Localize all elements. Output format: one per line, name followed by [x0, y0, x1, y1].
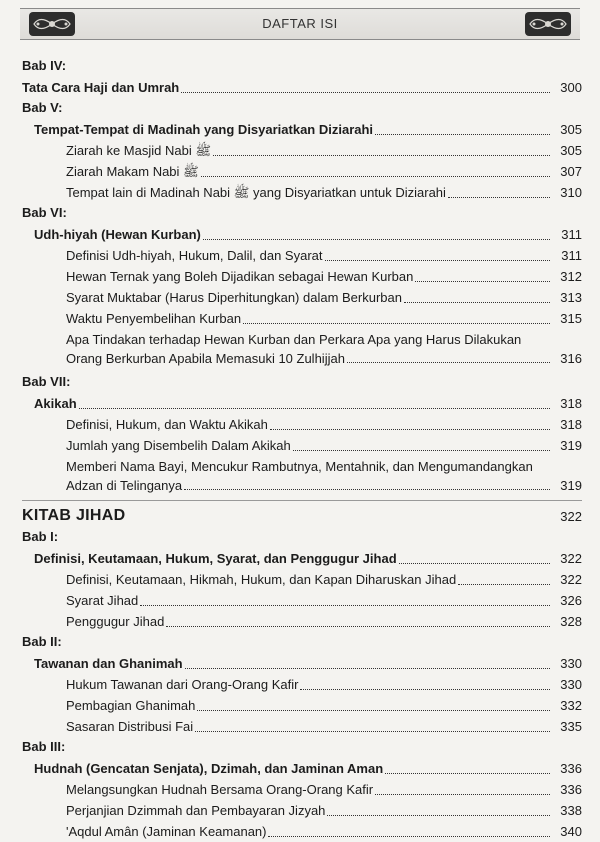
entry-title: Melangsungkan Hudnah Bersama Orang-Orang Kafir — [66, 782, 374, 797]
toc-entry-row[interactable] — [22, 674, 582, 695]
page-number: 319 — [560, 478, 582, 493]
dot-leader — [166, 625, 550, 627]
section-title: Udh-hiyah (Hewan Kurban) — [34, 227, 201, 242]
toc-section-row[interactable] — [22, 548, 582, 569]
chapter-label: Bab V: — [22, 100, 63, 115]
toc-entry-row[interactable] — [22, 569, 582, 590]
entry-title: Pembagian Ghanimah — [66, 698, 196, 713]
chapter-label: Bab IV: — [22, 58, 67, 73]
toc-section-row[interactable] — [22, 653, 582, 674]
page-number: 318 — [560, 417, 582, 432]
section-title: Tempat-Tempat di Madinah yang Disyariatkan Diziarahi — [34, 122, 374, 137]
dot-leader — [203, 238, 550, 240]
toc-entry-row[interactable] — [22, 287, 582, 308]
toc-entry-row[interactable] — [22, 308, 582, 329]
section-title: Akikah — [34, 396, 77, 411]
entry-title: Definisi Udh-hiyah, Hukum, Dalil, dan Syarat — [66, 248, 323, 263]
page-number: 311 — [561, 248, 582, 263]
toc-chapter-heading — [22, 203, 582, 224]
ornament-icon — [524, 11, 572, 37]
toc-entry-row[interactable] — [22, 161, 582, 182]
page-number: 326 — [560, 593, 582, 608]
page-number: 335 — [560, 719, 582, 734]
entry-title-line1: Memberi Nama Bayi, Mencukur Rambutnya, Mentahnik, dan Mengumandangkan — [66, 459, 533, 474]
toc-entry-row[interactable] — [22, 800, 582, 821]
page-number: 328 — [560, 614, 582, 629]
dot-leader — [197, 709, 550, 711]
section-title: Tawanan dan Ghanimah — [34, 656, 183, 671]
page-number: 300 — [560, 80, 582, 95]
entry-title: Ziarah ke Masjid Nabi ﷺ — [66, 143, 212, 158]
toc-entry-row[interactable] — [22, 590, 582, 611]
dot-leader — [325, 259, 551, 261]
entry-title: Tempat lain di Madinah Nabi ﷺ yang Disyariatkan untuk Diziarahi — [66, 185, 446, 200]
dot-leader — [399, 562, 550, 564]
page-number: 336 — [560, 761, 582, 776]
dot-leader — [201, 175, 550, 177]
dot-leader — [181, 91, 550, 93]
toc-chapter-heading — [22, 372, 582, 393]
dot-leader — [375, 793, 550, 795]
toc-entry-row[interactable] — [22, 779, 582, 800]
entry-title: Jumlah yang Disembelih Dalam Akikah — [66, 438, 291, 453]
dot-leader — [195, 730, 550, 732]
dot-leader — [327, 814, 550, 816]
page-number: 315 — [560, 311, 582, 326]
toc-entry-row[interactable] — [22, 266, 582, 287]
dot-leader — [140, 604, 550, 606]
entry-title: Definisi, Keutamaan, Hikmah, Hukum, dan Kapan Diharuskan Jihad — [66, 572, 457, 587]
chapter-label: Bab VI: — [22, 205, 67, 220]
toc-entry-row[interactable] — [22, 414, 582, 435]
toc-entry-row[interactable] — [22, 245, 582, 266]
toc-chapter-heading — [22, 98, 582, 119]
table-of-contents — [22, 56, 582, 842]
chapter-label: Bab I: — [22, 529, 59, 544]
page-number: 307 — [560, 164, 582, 179]
toc-section-row[interactable] — [22, 224, 582, 245]
entry-title: Definisi, Hukum, dan Waktu Akikah — [66, 417, 268, 432]
page-number: 305 — [560, 122, 582, 137]
toc-chapter-heading — [22, 56, 582, 77]
page-number: 322 — [560, 572, 582, 587]
dot-leader — [385, 772, 550, 774]
dot-leader — [79, 407, 550, 409]
toc-entry-row[interactable] — [22, 611, 582, 632]
page-number: 316 — [560, 351, 582, 366]
toc-section-row[interactable] — [22, 393, 582, 414]
toc-entry-row[interactable] — [22, 435, 582, 456]
toc-section-row[interactable] — [22, 758, 582, 779]
toc-entry-row[interactable] — [22, 329, 582, 372]
toc-entry-row[interactable] — [22, 821, 582, 842]
entry-title-line2: Adzan di Telinganya — [66, 478, 183, 493]
toc-chapter-heading — [22, 632, 582, 653]
section-title: Hudnah (Gencatan Senjata), Dzimah, dan Jaminan Aman — [34, 761, 384, 776]
toc-chapter-heading — [22, 527, 582, 548]
dot-leader — [404, 301, 550, 303]
page-title: DAFTAR ISI — [262, 16, 338, 31]
toc-entry-row[interactable] — [22, 716, 582, 737]
dot-leader — [293, 449, 550, 451]
chapter-label: Bab VII: — [22, 374, 71, 389]
toc-section-row[interactable] — [22, 77, 582, 98]
page-number: 312 — [560, 269, 582, 284]
dot-leader — [448, 196, 550, 198]
page-number: 338 — [560, 803, 582, 818]
page-number: 311 — [561, 227, 582, 242]
page-number: 319 — [560, 438, 582, 453]
part-title: KITAB JIHAD — [22, 507, 126, 524]
entry-title: Syarat Muktabar (Harus Diperhitungkan) dalam Berkurban — [66, 290, 402, 305]
toc-entry-row[interactable] — [22, 456, 582, 499]
chapter-label: Bab II: — [22, 634, 62, 649]
entry-title: Penggugur Jihad — [66, 614, 165, 629]
page-number: 313 — [560, 290, 582, 305]
section-title: Definisi, Keutamaan, Hukum, Syarat, dan Penggugur Jihad — [34, 551, 397, 566]
dot-leader — [213, 154, 550, 156]
page-number: 305 — [560, 143, 582, 158]
toc-part-row[interactable] — [22, 499, 582, 527]
dot-leader — [184, 488, 550, 490]
dot-leader — [243, 322, 550, 324]
dot-leader — [415, 280, 550, 282]
entry-title-line1: Apa Tindakan terhadap Hewan Kurban dan Perkara Apa yang Harus Dilakukan — [66, 332, 522, 347]
dot-leader — [270, 428, 550, 430]
dot-leader — [347, 361, 550, 363]
entry-title-line2: Orang Berkurban Apabila Memasuki 10 Zulhijjah — [66, 351, 345, 366]
page-number: 330 — [560, 677, 582, 692]
chapter-label: Bab III: — [22, 739, 66, 754]
page-number: 322 — [560, 509, 582, 524]
toc-entry-row[interactable] — [22, 182, 582, 203]
page-header — [20, 8, 580, 40]
entry-title: Hewan Ternak yang Boleh Dijadikan sebagai Hewan Kurban — [66, 269, 414, 284]
divider — [22, 500, 582, 501]
page-number: 332 — [560, 698, 582, 713]
page-number: 330 — [560, 656, 582, 671]
page-number: 336 — [560, 782, 582, 797]
dot-leader — [300, 688, 550, 690]
toc-entry-row[interactable] — [22, 695, 582, 716]
page-number: 322 — [560, 551, 582, 566]
section-title: Tata Cara Haji dan Umrah — [22, 80, 180, 95]
entry-title: Ziarah Makam Nabi ﷺ — [66, 164, 199, 179]
dot-leader — [375, 133, 550, 135]
entry-title: Perjanjian Dzimmah dan Pembayaran Jizyah — [66, 803, 326, 818]
entry-title: Hukum Tawanan dari Orang-Orang Kafir — [66, 677, 299, 692]
page-number: 310 — [560, 185, 582, 200]
page-number: 318 — [560, 396, 582, 411]
entry-title: Syarat Jihad — [66, 593, 139, 608]
entry-title: Waktu Penyembelihan Kurban — [66, 311, 242, 326]
entry-title: 'Aqdul Amân (Jaminan Keamanan) — [66, 824, 267, 839]
page-number: 340 — [560, 824, 582, 839]
entry-title: Sasaran Distribusi Fai — [66, 719, 194, 734]
dot-leader — [185, 667, 550, 669]
toc-chapter-heading — [22, 737, 582, 758]
toc-entry-row[interactable] — [22, 140, 582, 161]
toc-section-row[interactable] — [22, 119, 582, 140]
dot-leader — [458, 583, 550, 585]
dot-leader — [268, 835, 550, 837]
